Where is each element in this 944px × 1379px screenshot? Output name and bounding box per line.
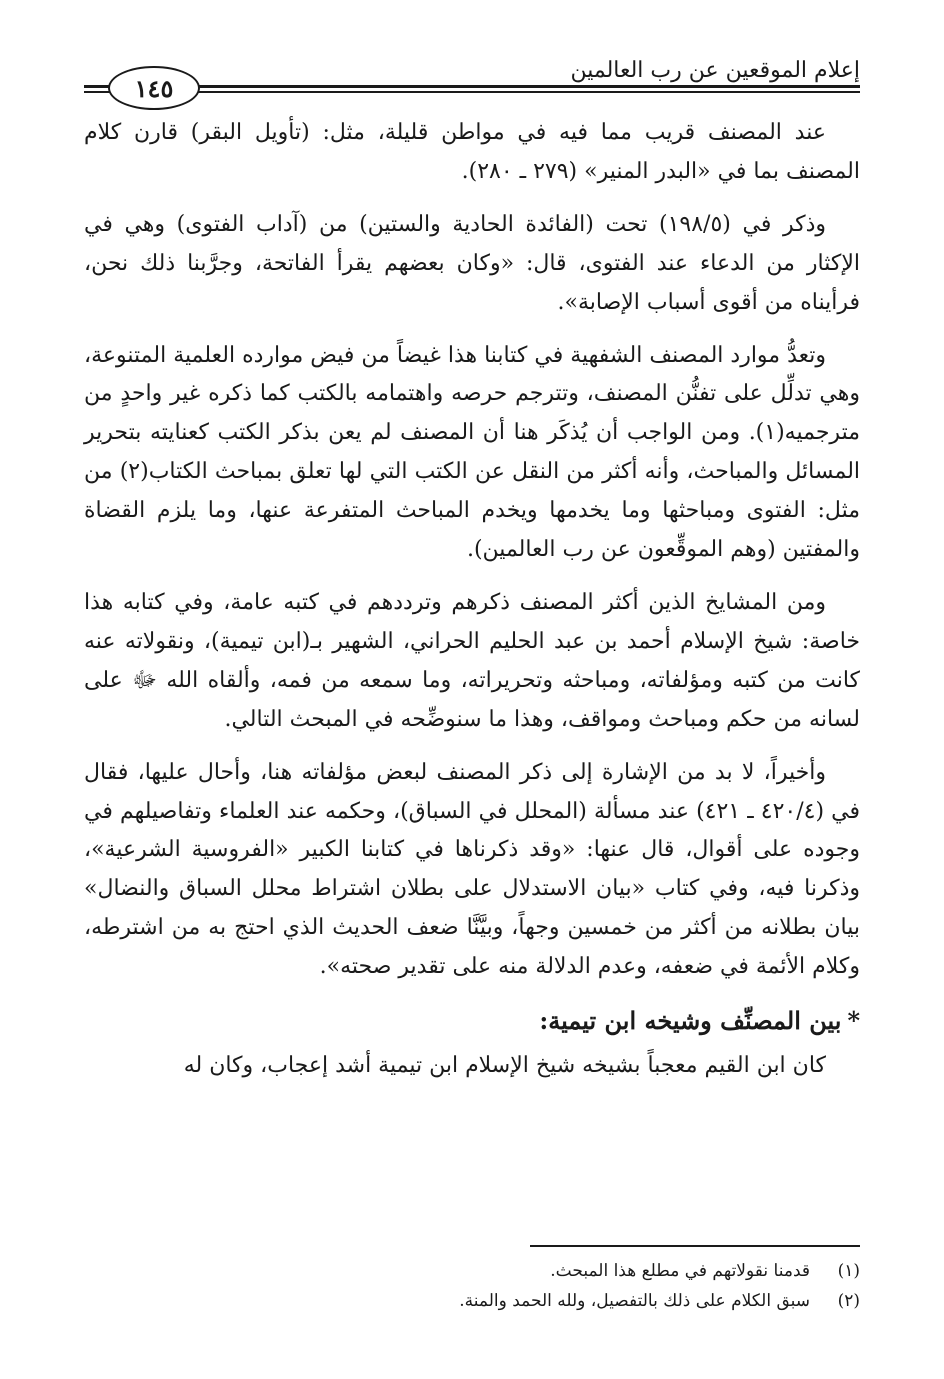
footnote-text: سبق الكلام على ذلك بالتفصيل، ولله الحمد والمنة.	[459, 1291, 810, 1311]
header-rule-thick	[84, 85, 860, 88]
page-number-badge: ١٤٥	[108, 66, 200, 110]
paragraph: وذكر في (١٩٨/٥) تحت (الفائدة الحادية والستين) من (آداب الفتوى) وهي في الإكثار من الدعاء عند الفتوى، قال: «وكان بعضهم يقرأ الفاتحة، وجرَّبنا ذلك نحن، فرأيناه من أقوى أسباب الإصابة».	[84, 211, 860, 315]
body-text	[84, 114, 860, 1100]
paragraph: وأخيراً، لا بد من الإشارة إلى ذكر المصنف لبعض مؤلفاته هنا، وأحال عليها، فقال في (٤٢٠/٤ ـ ٤٢١) عند مسألة (المحلل في السباق)، وحكمه عند العلماء وتفاصيلهم في وجوده على أقوال، قال عنها: «وقد ذكرناها في كتابنا الكبير «الفروسية الشرعية»، وذكرنا فيه، وفي كتاب «بيان الاستدلال على بطلان اشتراط محلل السباق والنضال» بيان بطلانه من أكثر من خمسين وجهاً، وبيَّنَّا ضعف الحديث الذي احتج به من اشترطه، وكلام الأئمة في ضعفه، وعدم الدلالة منه على تقدير صحته».	[84, 759, 861, 980]
running-title: إعلام الموقعين عن رب العالمين	[570, 58, 860, 83]
footnotes	[84, 1256, 860, 1316]
paragraph: عند المصنف قريب مما فيه في مواطن قليلة، مثل: (تأويل البقر) قارن كلام المصنف بما في «البدر المنير» (٢٧٩ ـ ٢٨٠).	[84, 120, 860, 184]
footnote-divider	[530, 1245, 860, 1247]
footnote	[84, 1256, 860, 1286]
footnote-number: (٢)	[837, 1291, 860, 1311]
paragraph: وتعدُّ موارد المصنف الشفهية في كتابنا هذا غيضاً من فيض موارده العلمية المتنوعة، وهي تدلِّل على تفنُّن المصنف، وتترجم حرصه واهتمامه بالكتب كما ذكره غير واحدٍ من مترجميه(١). ومن الواجب أن يُذكَر هنا أن المصنف لم يعن بذكر الكتب كعنايته بتحرير المسائل والمباحث، وأنه أكثر من النقل عن الكتب التي لها تعلق بمباحث الكتاب(٢) من مثل: الفتوى ومباحثها وما يخدمها ويخدم المباحث المتفرعة عنها، وما يلزم القضاة والمفتين (وهم الموقِّعون عن رب العالمين).	[84, 342, 861, 563]
paragraph-continued: كان ابن القيم معجباً بشيخه شيخ الإسلام ابن تيمية أشد إعجاب، وكان له	[183, 1053, 826, 1079]
footnote-text: قدمنا نقولاتهم في مطلع هذا المبحث.	[550, 1261, 810, 1281]
footnote-number: (١)	[837, 1261, 860, 1281]
paragraph: ومن المشايخ الذين أكثر المصنف ذكرهم وترددهم في كتبه عامة، وفي كتابه هذا خاصة: شيخ الإسلام أحمد بن عبد الحليم الحراني، الشهير بـ(ابن تيمية)، ونقولاته عنه كانت من كتبه ومؤلفاته، ومباحثه وتحريراته، وما سمعه من فمه، وألقاه الله ﷻ على لسانه من حكم ومباحث ومواقف، وهذا ما سنوضِّحه في المبحث التالي.	[84, 589, 860, 732]
asterisk-marker: *	[847, 1006, 860, 1036]
header-rule-thin	[84, 91, 860, 93]
section-heading	[84, 1001, 860, 1041]
footnote	[84, 1286, 860, 1316]
section-heading-text: بين المصنِّف وشيخه ابن تيمية:	[539, 1006, 842, 1036]
